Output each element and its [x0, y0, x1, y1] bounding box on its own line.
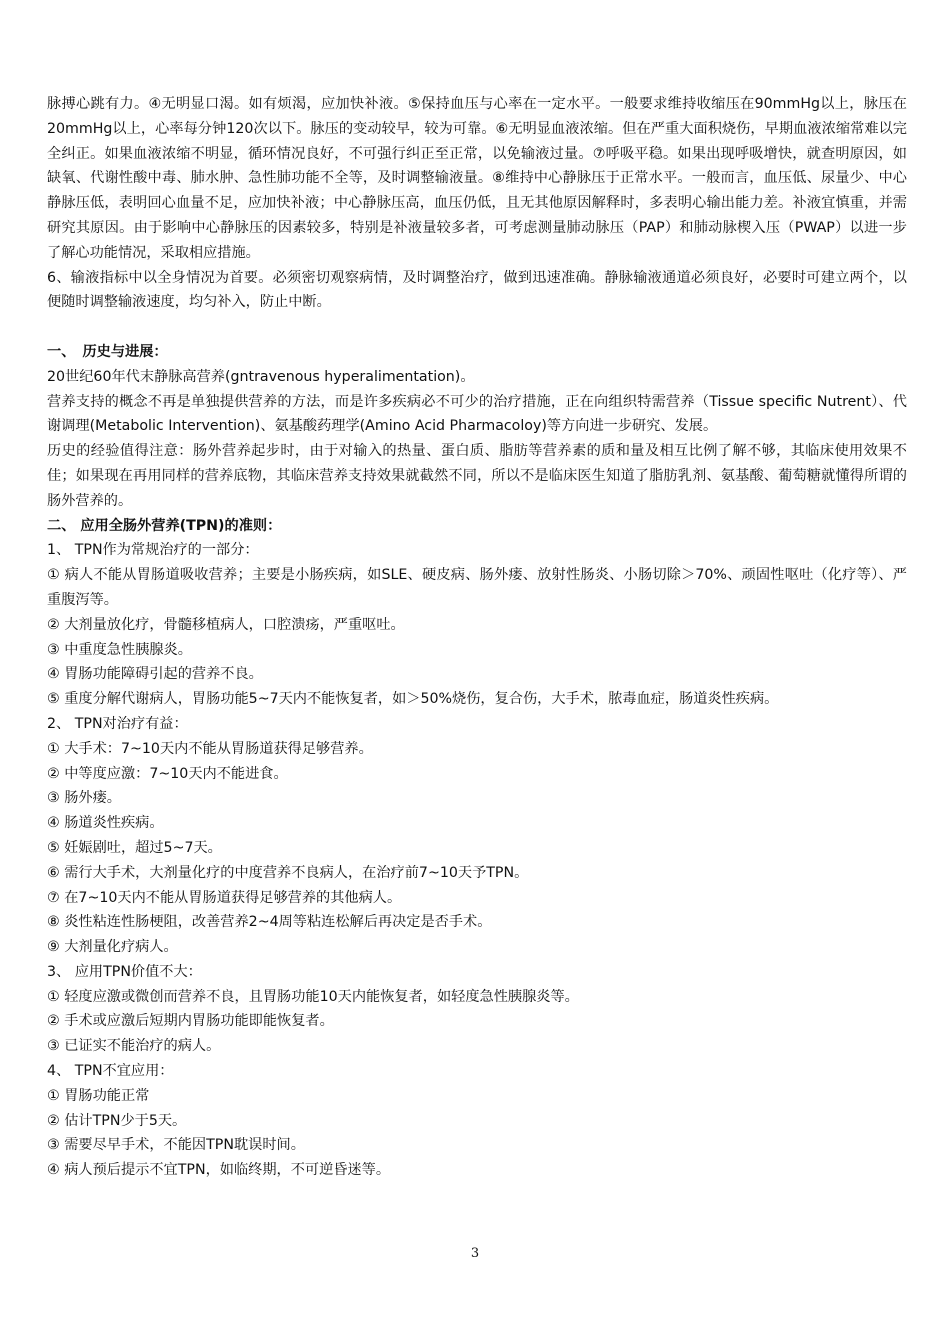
list-item: ② 大剂量放化疗，骨髓移植病人，口腔溃疡，严重呕吐。	[47, 616, 405, 633]
document-body	[47, 92, 907, 1183]
list-item: ① 胃肠功能正常	[47, 1087, 150, 1104]
list-item: ① 轻度应激或微创而营养不良，且胃肠功能10天内能恢复者，如轻度急性胰腺炎等。	[47, 988, 579, 1005]
list-item: ① 大手术：7~10天内不能从胃肠道获得足够营养。	[47, 740, 373, 757]
list-item: ② 中等度应激：7~10天内不能进食。	[47, 765, 288, 782]
list-item: ③ 中重度急性胰腺炎。	[47, 641, 192, 658]
list-item: ④ 肠道炎性疾病。	[47, 815, 164, 832]
heading-tpn-criteria: 二、 应用全肠外营养(TPN)的准则：	[47, 517, 282, 534]
list-item: ⑤ 妊娠剧吐，超过5~7天。	[47, 839, 222, 856]
blank-line	[47, 315, 907, 340]
paragraph-line: 2、 TPN对治疗有益：	[47, 715, 188, 732]
list-item: ① 病人不能从胃肠道吸收营养；主要是小肠疾病，如SLE、硬皮病、肠外瘘、放射性肠炎、小肠切除＞70%、顽固性呕吐（化疗等）、严重腹泻等。	[47, 567, 907, 608]
list-item: ④ 胃肠功能障碍引起的营养不良。	[47, 666, 263, 683]
list-item: ③ 需要尽早手术，不能因TPN耽误时间。	[47, 1137, 305, 1154]
paragraph-line: 1、 TPN作为常规治疗的一部分：	[47, 542, 259, 559]
paragraph-line: 20世纪60年代末静脉高营养(gntravenous hyperalimentation)。	[47, 368, 475, 385]
page-number: 3	[470, 1246, 480, 1261]
list-item: ③ 肠外瘘。	[47, 790, 121, 807]
list-item: ⑨ 大剂量化疗病人。	[47, 939, 178, 956]
paragraph-fluid-indicators: 脉搏心跳有力。④无明显口渴。如有烦渴，应加快补液。⑤保持血压与心率在一定水平。一般要求维持收缩压在90mmHg以上，脉压在20mmHg以上，心率每分钟120次以下。脉压的变动较早，较为可靠。⑥无明显血液浓缩。但在严重大面积烧伤，早期血液浓缩常难以完全纠正。如果血液浓缩不明显，循环情况良好，不可强行纠正至正常，以免输液过量。⑦呼吸平稳。如果出现呼吸增快，就查明原因，如缺氧、代谢性酸中毒、肺水肿、急性肺功能不全等，及时调整输液量。⑧维持中心静脉压于正常水平。一般而言，血压低、尿量少、中心静脉压低，表明回心血量不足，应加快补液；中心静脉压高，血压仍低，且无其他原因解释时，多表明心输出能力差。补液宜慎重，并需研究其原因。由于影响中心静脉压的因素较多，特别是补液量较多者，可考虑测量肺动脉压（PAP）和肺动脉楔入压（PWAP）以进一步了解心功能情况，采取相应措施。	[47, 96, 907, 261]
list-item: ④ 病人预后提示不宜TPN，如临终期，不可逆昏迷等。	[47, 1162, 391, 1179]
list-item: ⑧ 炎性粘连性肠梗阻，改善营养2~4周等粘连松解后再决定是否手术。	[47, 914, 492, 931]
list-item: ⑤ 重度分解代谢病人，胃肠功能5~7天内不能恢复者，如＞50%烧伤，复合伤，大手术，脓毒血症，肠道炎性疾病。	[47, 691, 779, 708]
paragraph-line: 4、 TPN不宜应用：	[47, 1063, 174, 1080]
paragraph-line: 3、 应用TPN价值不大：	[47, 963, 202, 980]
list-item: ② 估计TPN少于5天。	[47, 1112, 187, 1129]
list-item: ③ 已证实不能治疗的病人。	[47, 1038, 221, 1055]
paragraph-line: 历史的经验值得注意：肠外营养起步时，由于对输入的热量、蛋白质、脂肪等营养素的质和量及相互比例了解不够，其临床使用效果不佳；如果现在再用同样的营养底物，其临床营养支持效果就截然不同，所以不是临床医生知道了脂肪乳剂、氨基酸、葡萄糖就懂得所谓的肠外营养的。	[47, 443, 907, 509]
heading-history: 一、 历史与进展：	[47, 343, 168, 360]
paragraph-line: 营养支持的概念不再是单独提供营养的方法，而是许多疾病必不可少的治疗措施，正在向组织特需营养（Tissue specific Nutrent）、代谢调理(Metabolic Intervention)、氨基酸药理学(Amino Acid Pharmacoloy)等方向进一步研究、发展。	[47, 393, 907, 435]
list-item: ② 手术或应激后短期内胃肠功能即能恢复者。	[47, 1013, 334, 1030]
list-item: ⑥ 需行大手术，大剂量化疗的中度营养不良病人，在治疗前7~10天予TPN。	[47, 864, 529, 881]
paragraph-item-6: 6、输液指标中以全身情况为首要。必须密切观察病情，及时调整治疗，做到迅速准确。静脉输液通道必须良好，必要时可建立两个，以便随时调整输液速度，均匀补入，防止中断。	[47, 269, 907, 311]
list-item: ⑦ 在7~10天内不能从胃肠道获得足够营养的其他病人。	[47, 889, 402, 906]
